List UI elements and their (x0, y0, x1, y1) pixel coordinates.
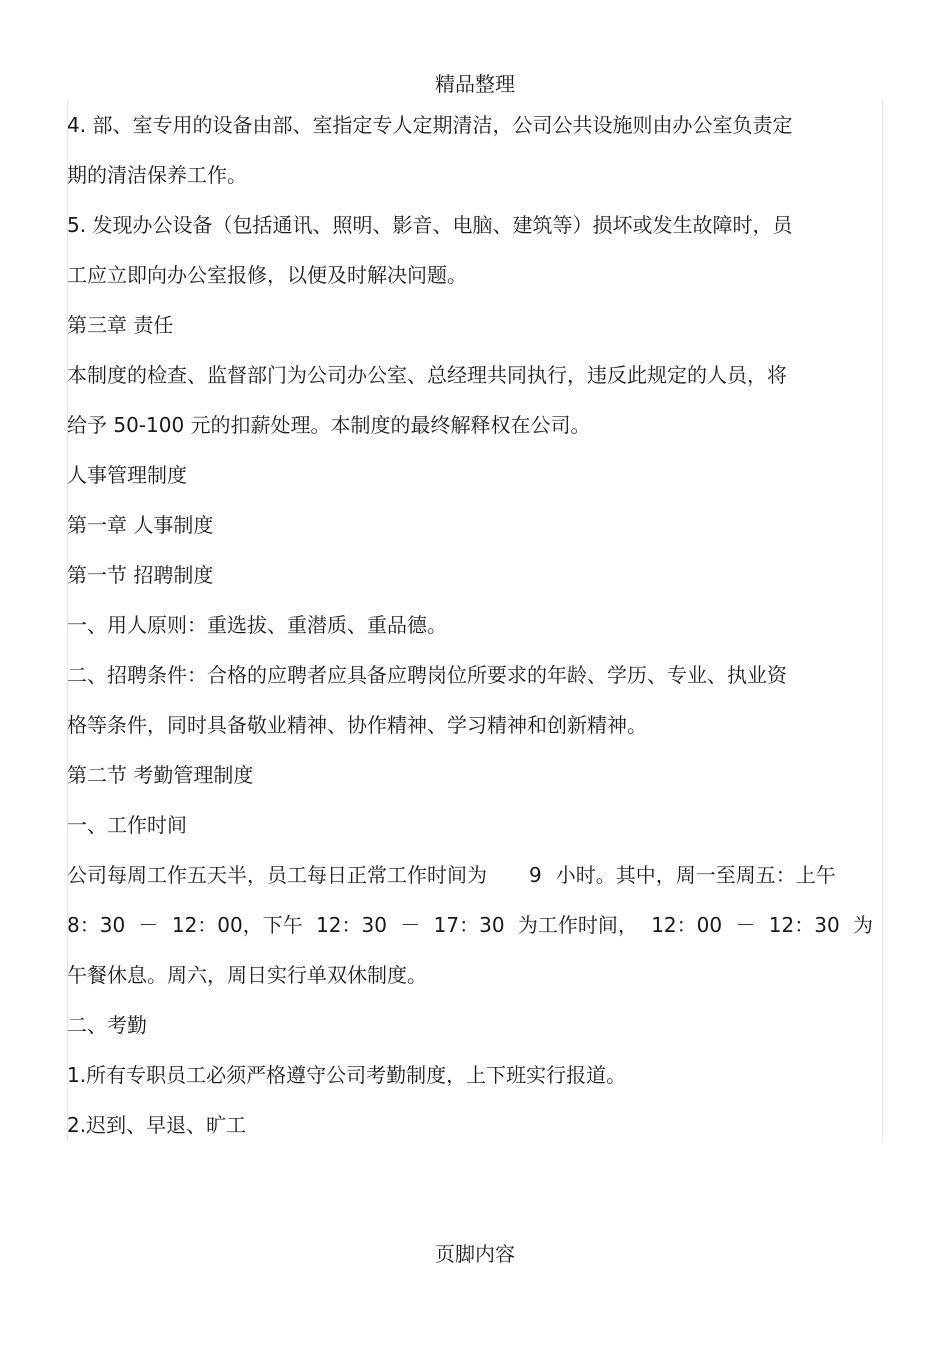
text-line: 本制度的检查、监督部门为公司办公室、总经理共同执行，违反此规定的人员，将 (67, 363, 787, 387)
text-line: 期的清洁保养工作。 (67, 163, 247, 187)
document-body (67, 110, 877, 1160)
section-heading: 第一节 招聘制度 (67, 563, 214, 587)
work-hours-line-1 (67, 860, 877, 910)
work-hours-text-a: 公司每周工作五天半，员工每日正常工作时间为 (67, 863, 487, 887)
time-part: 12：30 (316, 913, 387, 937)
time-part: 为 (853, 913, 873, 937)
chapter-heading: 第一章 人事制度 (67, 513, 214, 537)
text-line: 给予 50-100 元的扣薪处理。本制度的最终解释权在公司。 (67, 413, 591, 437)
time-part: － (400, 913, 421, 937)
right-margin-line (882, 100, 883, 1142)
work-hours-text-c: 小时。其中，周一至周五：上午 (555, 863, 836, 887)
text-line: 二、招聘条件：合格的应聘者应具备应聘岗位所要求的年龄、学历、专业、执业资 (67, 663, 787, 687)
text-line: 一、用人原则：重选拔、重潜质、重品德。 (67, 613, 447, 637)
subheading: 一、工作时间 (67, 813, 187, 837)
section-title: 人事管理制度 (67, 463, 187, 487)
time-part: 12：00 (651, 913, 723, 937)
work-hours-line-3: 午餐休息。周六，周日实行单双休制度。 (67, 963, 427, 987)
time-part: － (735, 913, 756, 937)
text-line: 2.迟到、早退、旷工 (67, 1113, 247, 1137)
text-line: 格等条件，同时具备敬业精神、协作精神、学习精神和创新精神。 (67, 713, 647, 737)
time-part: 12：00，下午 (171, 913, 303, 937)
chapter-heading: 第三章 责任 (67, 313, 174, 337)
page-footer: 页脚内容 (435, 1242, 515, 1266)
text-line: 5. 发现办公设备（包括通讯、照明、影音、电脑、建筑等）损坏或发生故障时，员 (67, 213, 793, 237)
section-heading: 第二节 考勤管理制度 (67, 763, 254, 787)
subheading: 二、考勤 (67, 1013, 147, 1037)
page-header: 精品整理 (435, 72, 515, 96)
text-line: 工应立即向办公室报修，以便及时解决问题。 (67, 263, 467, 287)
time-part: 17：30 (433, 913, 505, 937)
time-part: 12：30 (768, 913, 840, 937)
work-hours-line-2 (67, 910, 873, 960)
time-part: － (138, 913, 159, 937)
text-line: 4. 部、室专用的设备由部、室指定专人定期清洁，公司公共设施则由办公室负责定 (67, 113, 793, 137)
time-part: 8：30 (67, 913, 126, 937)
time-part: 为工作时间， (517, 913, 638, 937)
text-line: 1.所有专职员工必须严格遵守公司考勤制度，上下班实行报道。 (67, 1063, 627, 1087)
work-hours-value: 9 (529, 863, 542, 887)
